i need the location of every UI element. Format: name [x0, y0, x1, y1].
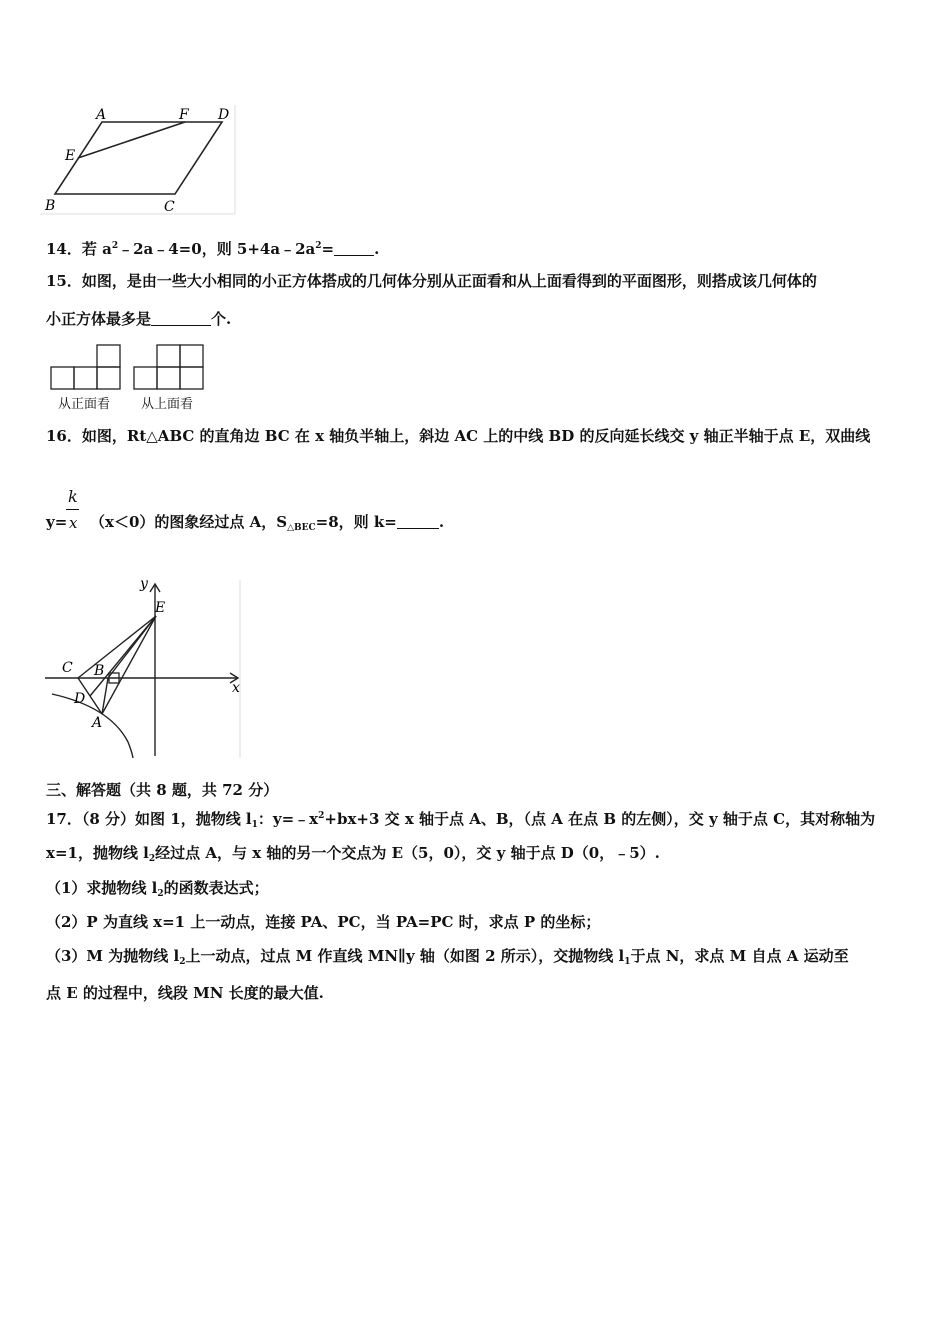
q17-l1-sub: 1 [251, 820, 258, 830]
label-point-a: A [92, 715, 103, 731]
q14-answer-blank[interactable] [334, 241, 374, 256]
top-view-figure [133, 343, 205, 391]
q17-p3-sub2: 1 [624, 957, 631, 967]
question-17-part-3 [46, 946, 849, 972]
q16-fraction-numerator: k [68, 487, 78, 506]
question-17-line-2 [46, 843, 660, 869]
label-d: D [218, 107, 230, 123]
q15-text-line-2b: 个. [211, 310, 232, 328]
label-y-axis: y [140, 576, 148, 592]
q16-fraction-denominator: x [69, 514, 78, 532]
question-15-line-1 [46, 271, 817, 291]
q16-answer-blank[interactable] [397, 514, 439, 529]
q16-fraction-bar [66, 509, 79, 510]
q17-p1b: 的函数表达式； [163, 879, 269, 897]
caption-top-view: 从上面看 [141, 397, 194, 412]
caption-front-view: 从正面看 [58, 397, 111, 412]
question-17-part-3-line-2: 点 E 的过程中，线段 MN 长度的最大值. [46, 984, 324, 1002]
q15-number: 15． [46, 272, 82, 290]
q17-p3a: （3）M 为抛物线 l [46, 947, 180, 965]
q16-tail: =8，则 k= [315, 513, 397, 531]
q14-sup-1: 2 [111, 241, 119, 251]
q14-text-c: = [321, 240, 335, 258]
question-16-line-2a [46, 512, 67, 532]
q14-text-a: 若 a [81, 240, 112, 258]
q17-line-1c: +bx+3 交 x 轴于点 A、B，（点 A 在点 B 的左侧），交 y 轴于点 C，其对称轴为 [324, 810, 876, 828]
segment-ef [78, 122, 185, 158]
question-16-line-1 [46, 426, 870, 446]
q14-text-d: . [374, 240, 380, 258]
label-x-axis: x [232, 680, 240, 696]
coordinate-graph-figure [40, 572, 245, 760]
q14-number: 14． [46, 240, 82, 258]
q17-line-2b: 经过点 A，与 x 轴的另一个交点为 E（5，0），交 y 轴于点 D（0，﹣5）. [155, 844, 660, 862]
q16-end: . [438, 513, 445, 531]
q16-condition: （x＜0）的图象经过点 A，S [90, 513, 288, 531]
q17-l2-sub: 2 [148, 854, 156, 864]
section-3-title: 三、解答题（共 8 题，共 72 分） [46, 781, 279, 799]
q15-text-line-2a: 小正方体最多是 [46, 310, 152, 328]
q17-p3c: 于点 N，求点 M 自点 A 运动至 [630, 947, 849, 965]
q16-subscript: △BEC [287, 523, 316, 533]
q17-line-1b: ：y=﹣x [257, 810, 319, 828]
q17-p3-sub: 2 [179, 957, 186, 967]
label-point-c: C [62, 660, 73, 676]
question-16-line-2b [90, 512, 444, 538]
question-15-line-2 [46, 309, 231, 329]
q16-number: 16． [46, 427, 82, 445]
q15-answer-blank[interactable] [151, 311, 211, 326]
q14-sup-2: 2 [315, 241, 322, 251]
q17-p1a: （1）求抛物线 l [46, 879, 158, 897]
question-17-line-1 [46, 806, 875, 835]
q15-text-line-1: 如图，是由一些大小相同的小正方体搭成的几何体分别从正面看和从上面看得到的平面图形，则搭成该几何体的 [81, 272, 817, 290]
q17-p3b: 上一动点，过点 M 作直线 MN∥y 轴（如图 2 所示），交抛物线 l [185, 947, 625, 965]
front-view-figure [50, 343, 122, 391]
q17-line-2a: x=1，抛物线 l [46, 844, 149, 862]
q16-text-line-1: 如图，Rt△ABC 的直角边 BC 在 x 轴负半轴上，斜边 AC 上的中线 BD 的反向延长线交 y 轴正半轴于点 E，双曲线 [81, 427, 871, 445]
q17-line-1a: 17．（8 分）如图 1，抛物线 l [46, 810, 252, 828]
q17-p1-sub: 2 [157, 889, 164, 899]
q17-sup: 2 [318, 811, 325, 821]
label-point-b: B [94, 663, 105, 679]
question-14 [46, 236, 379, 259]
parallelogram-figure [40, 100, 240, 218]
q16-y-eq: y= [46, 513, 68, 531]
question-17-part-2: （2）P 为直线 x=1 上一动点，连接 PA、PC，当 PA=PC 时，求点 P 的坐标； [46, 913, 601, 931]
label-c: C [164, 199, 175, 215]
label-point-e: E [155, 600, 166, 616]
q14-text-b: ﹣2a﹣4=0，则 5+4a﹣2a [118, 240, 316, 258]
label-e: E [65, 148, 76, 164]
label-point-d: D [74, 691, 86, 707]
label-b: B [45, 198, 56, 214]
label-f: F [179, 107, 189, 123]
question-17-part-1 [46, 878, 269, 904]
label-a: A [96, 107, 107, 123]
